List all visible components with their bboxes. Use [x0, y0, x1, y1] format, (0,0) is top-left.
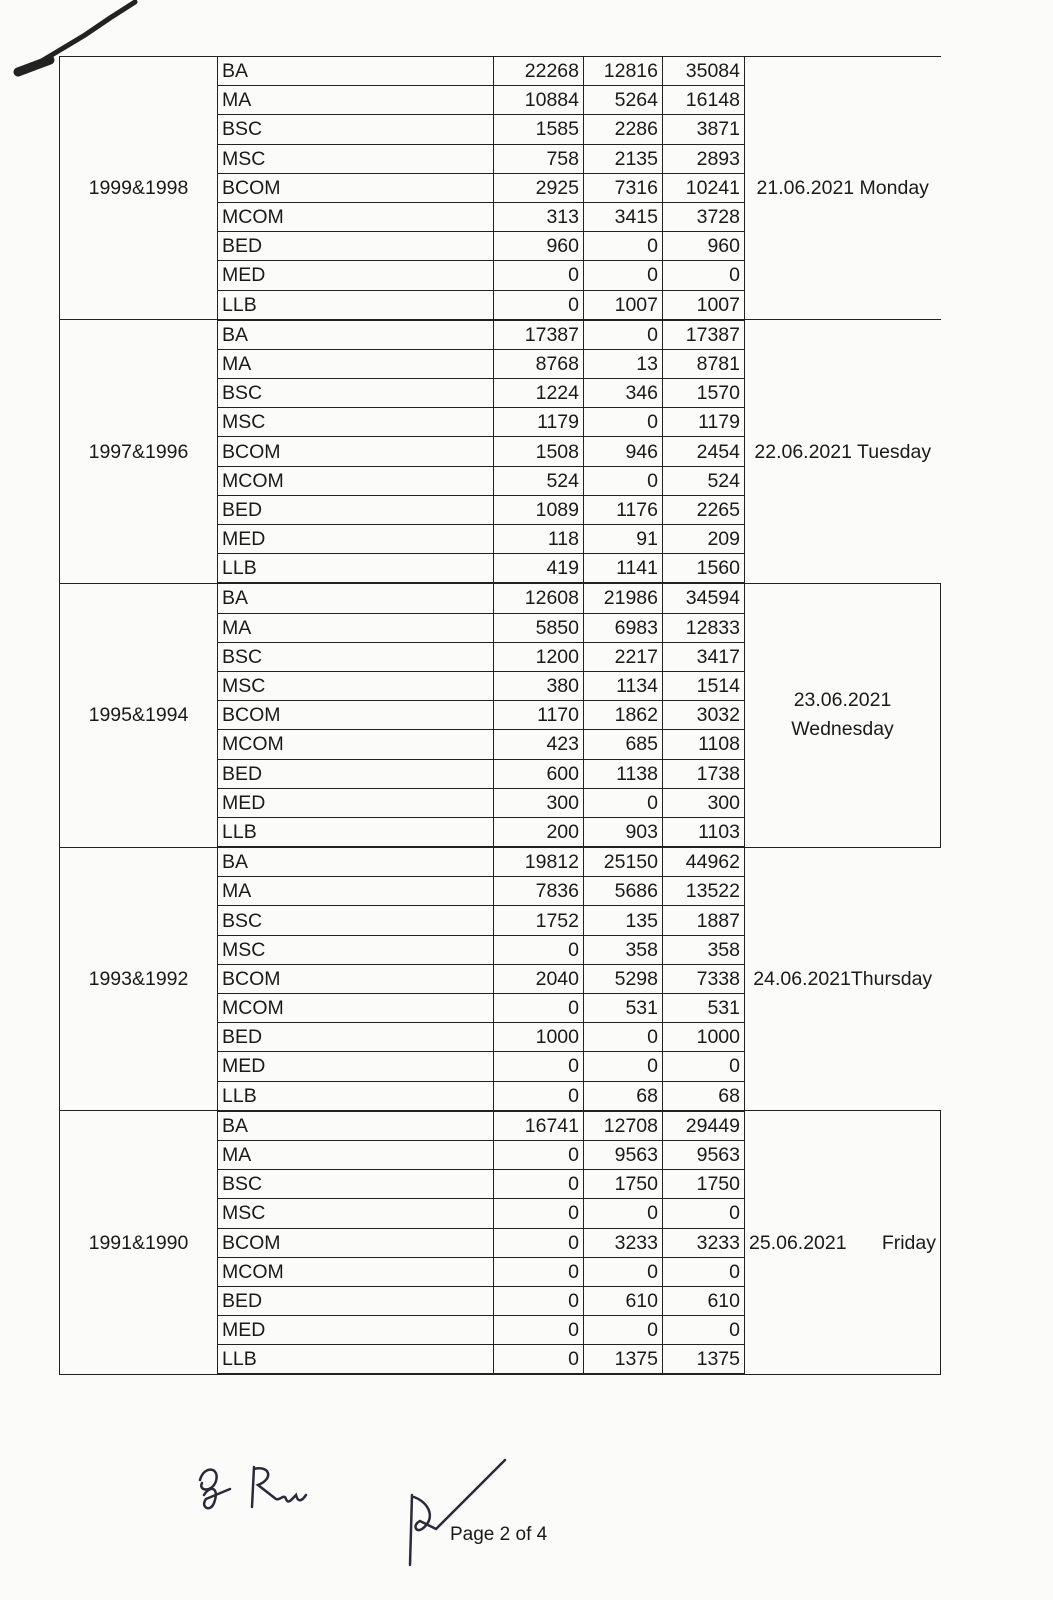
total-cell: 2454: [663, 437, 745, 466]
count-b-cell: 5686: [584, 877, 663, 906]
course-cell: MSC: [218, 144, 494, 173]
count-a-cell: 0: [494, 1286, 584, 1315]
course-cell: BA: [218, 583, 494, 613]
course-cell: MCOM: [218, 730, 494, 759]
count-a-cell: 0: [494, 1345, 584, 1375]
signatures: [190, 1455, 510, 1575]
count-b-cell: 0: [584, 232, 663, 261]
count-b-cell: 13: [584, 349, 663, 378]
total-cell: 1570: [663, 379, 745, 408]
count-b-cell: 1176: [584, 495, 663, 524]
count-b-cell: 12708: [584, 1111, 663, 1141]
count-b-cell: 135: [584, 906, 663, 935]
table-row: [60, 320, 941, 350]
total-cell: 9563: [663, 1140, 745, 1169]
year-range-cell: 1997&1996: [60, 320, 218, 584]
year-range-cell: 1993&1992: [60, 847, 218, 1111]
count-b-cell: 0: [584, 408, 663, 437]
count-a-cell: 0: [494, 1170, 584, 1199]
course-cell: MED: [218, 788, 494, 817]
count-a-cell: 1508: [494, 437, 584, 466]
count-b-cell: 610: [584, 1286, 663, 1315]
count-b-cell: 21986: [584, 583, 663, 613]
count-b-cell: 0: [584, 1257, 663, 1286]
total-cell: 209: [663, 525, 745, 554]
count-a-cell: 0: [494, 1081, 584, 1111]
page-number: Page 2 of 4: [450, 1524, 548, 1545]
total-cell: 0: [663, 1257, 745, 1286]
total-cell: 10241: [663, 173, 745, 202]
total-cell: 610: [663, 1286, 745, 1315]
total-cell: 1007: [663, 290, 745, 320]
course-cell: BED: [218, 759, 494, 788]
count-b-cell: 1134: [584, 671, 663, 700]
count-b-cell: 946: [584, 437, 663, 466]
total-cell: 3728: [663, 202, 745, 231]
course-cell: MA: [218, 877, 494, 906]
total-cell: 1108: [663, 730, 745, 759]
count-b-cell: 25150: [584, 847, 663, 877]
count-b-cell: 0: [584, 1316, 663, 1345]
count-a-cell: 600: [494, 759, 584, 788]
count-a-cell: 1170: [494, 701, 584, 730]
count-a-cell: 419: [494, 554, 584, 584]
count-b-cell: 91: [584, 525, 663, 554]
course-cell: MSC: [218, 671, 494, 700]
exam-date-cell: 24.06.2021Thursday: [745, 847, 941, 1111]
course-cell: BSC: [218, 906, 494, 935]
exam-schedule-table: [59, 56, 941, 1375]
course-cell: MA: [218, 86, 494, 115]
total-cell: 12833: [663, 613, 745, 642]
count-a-cell: 2040: [494, 964, 584, 993]
count-b-cell: 5264: [584, 86, 663, 115]
course-cell: BA: [218, 1111, 494, 1141]
total-cell: 1103: [663, 817, 745, 847]
total-cell: 1000: [663, 1023, 745, 1052]
total-cell: 44962: [663, 847, 745, 877]
count-a-cell: 0: [494, 935, 584, 964]
course-cell: BA: [218, 57, 494, 86]
count-a-cell: 0: [494, 1257, 584, 1286]
count-b-cell: 0: [584, 1052, 663, 1081]
course-cell: BCOM: [218, 173, 494, 202]
total-cell: 1179: [663, 408, 745, 437]
count-b-cell: 346: [584, 379, 663, 408]
course-cell: BSC: [218, 642, 494, 671]
count-b-cell: 0: [584, 1023, 663, 1052]
exam-date-cell: 21.06.2021 Monday: [745, 57, 941, 320]
count-b-cell: 0: [584, 788, 663, 817]
total-cell: 300: [663, 788, 745, 817]
count-a-cell: 0: [494, 1140, 584, 1169]
count-a-cell: 22268: [494, 57, 584, 86]
count-a-cell: 1089: [494, 495, 584, 524]
count-b-cell: 685: [584, 730, 663, 759]
total-cell: 35084: [663, 57, 745, 86]
course-cell: MCOM: [218, 466, 494, 495]
total-cell: 3417: [663, 642, 745, 671]
course-cell: BED: [218, 495, 494, 524]
course-cell: BED: [218, 1023, 494, 1052]
count-b-cell: 903: [584, 817, 663, 847]
count-b-cell: 68: [584, 1081, 663, 1111]
total-cell: 16148: [663, 86, 745, 115]
total-cell: 1560: [663, 554, 745, 584]
total-cell: 29449: [663, 1111, 745, 1141]
year-range-cell: 1991&1990: [60, 1111, 218, 1375]
course-cell: MED: [218, 1052, 494, 1081]
year-range-cell: 1995&1994: [60, 583, 218, 847]
total-cell: 1738: [663, 759, 745, 788]
total-cell: 1887: [663, 906, 745, 935]
course-cell: MSC: [218, 1199, 494, 1228]
count-a-cell: 423: [494, 730, 584, 759]
course-cell: MED: [218, 261, 494, 290]
count-a-cell: 118: [494, 525, 584, 554]
total-cell: 358: [663, 935, 745, 964]
count-b-cell: 2135: [584, 144, 663, 173]
table-row: [60, 583, 941, 613]
count-a-cell: 0: [494, 1199, 584, 1228]
count-b-cell: 1862: [584, 701, 663, 730]
count-a-cell: 0: [494, 1052, 584, 1081]
count-a-cell: 524: [494, 466, 584, 495]
course-cell: MSC: [218, 408, 494, 437]
total-cell: 2893: [663, 144, 745, 173]
total-cell: 960: [663, 232, 745, 261]
count-b-cell: 0: [584, 320, 663, 350]
course-cell: LLB: [218, 1081, 494, 1111]
schedule-body: [60, 57, 941, 1375]
count-a-cell: 1585: [494, 115, 584, 144]
count-b-cell: 1141: [584, 554, 663, 584]
exam-day: Friday: [881, 1231, 936, 1254]
course-cell: BSC: [218, 1170, 494, 1199]
count-a-cell: 300: [494, 788, 584, 817]
total-cell: 1375: [663, 1345, 745, 1375]
count-b-cell: 0: [584, 1199, 663, 1228]
course-cell: MCOM: [218, 202, 494, 231]
total-cell: 17387: [663, 320, 745, 350]
course-cell: BED: [218, 1286, 494, 1315]
count-b-cell: 1138: [584, 759, 663, 788]
total-cell: 2265: [663, 495, 745, 524]
total-cell: 0: [663, 1052, 745, 1081]
total-cell: 1750: [663, 1170, 745, 1199]
count-b-cell: 2217: [584, 642, 663, 671]
course-cell: BA: [218, 847, 494, 877]
exam-date-cell: [745, 1111, 941, 1375]
total-cell: 34594: [663, 583, 745, 613]
count-a-cell: 1200: [494, 642, 584, 671]
count-a-cell: 0: [494, 1316, 584, 1345]
count-b-cell: 3233: [584, 1228, 663, 1257]
course-cell: MCOM: [218, 1257, 494, 1286]
course-cell: MSC: [218, 935, 494, 964]
total-cell: 0: [663, 1199, 745, 1228]
total-cell: 68: [663, 1081, 745, 1111]
count-b-cell: 531: [584, 994, 663, 1023]
course-cell: MA: [218, 613, 494, 642]
count-a-cell: 1179: [494, 408, 584, 437]
course-cell: MA: [218, 349, 494, 378]
count-a-cell: 758: [494, 144, 584, 173]
total-cell: 3871: [663, 115, 745, 144]
course-cell: MED: [218, 1316, 494, 1345]
count-b-cell: 7316: [584, 173, 663, 202]
count-b-cell: 1375: [584, 1345, 663, 1375]
count-b-cell: 5298: [584, 964, 663, 993]
count-a-cell: 19812: [494, 847, 584, 877]
count-b-cell: 6983: [584, 613, 663, 642]
count-b-cell: 0: [584, 466, 663, 495]
count-a-cell: 0: [494, 994, 584, 1023]
count-a-cell: 313: [494, 202, 584, 231]
course-cell: LLB: [218, 1345, 494, 1375]
count-a-cell: 2925: [494, 173, 584, 202]
count-b-cell: 358: [584, 935, 663, 964]
count-b-cell: 2286: [584, 115, 663, 144]
table-row: [60, 57, 941, 86]
total-cell: 0: [663, 1316, 745, 1345]
count-a-cell: 1000: [494, 1023, 584, 1052]
total-cell: 1514: [663, 671, 745, 700]
count-a-cell: 0: [494, 1228, 584, 1257]
course-cell: LLB: [218, 290, 494, 320]
course-cell: BCOM: [218, 1228, 494, 1257]
count-a-cell: 200: [494, 817, 584, 847]
course-cell: BCOM: [218, 964, 494, 993]
total-cell: 3032: [663, 701, 745, 730]
course-cell: MA: [218, 1140, 494, 1169]
count-a-cell: 12608: [494, 583, 584, 613]
total-cell: 13522: [663, 877, 745, 906]
course-cell: BCOM: [218, 701, 494, 730]
count-b-cell: 1750: [584, 1170, 663, 1199]
count-a-cell: 1224: [494, 379, 584, 408]
count-a-cell: 380: [494, 671, 584, 700]
count-b-cell: 1007: [584, 290, 663, 320]
table-row: [60, 1111, 941, 1141]
total-cell: 524: [663, 466, 745, 495]
total-cell: 7338: [663, 964, 745, 993]
course-cell: LLB: [218, 817, 494, 847]
count-a-cell: 16741: [494, 1111, 584, 1141]
total-cell: 3233: [663, 1228, 745, 1257]
course-cell: BCOM: [218, 437, 494, 466]
count-b-cell: 0: [584, 261, 663, 290]
table-row: [60, 847, 941, 877]
count-b-cell: 9563: [584, 1140, 663, 1169]
course-cell: BSC: [218, 115, 494, 144]
count-a-cell: 8768: [494, 349, 584, 378]
course-cell: BED: [218, 232, 494, 261]
exam-date: 25.06.2021: [749, 1231, 847, 1254]
course-cell: BSC: [218, 379, 494, 408]
count-a-cell: 0: [494, 290, 584, 320]
count-a-cell: 5850: [494, 613, 584, 642]
total-cell: 0: [663, 261, 745, 290]
course-cell: BA: [218, 320, 494, 350]
count-a-cell: 17387: [494, 320, 584, 350]
course-cell: MCOM: [218, 994, 494, 1023]
count-a-cell: 7836: [494, 877, 584, 906]
total-cell: 8781: [663, 349, 745, 378]
count-b-cell: 3415: [584, 202, 663, 231]
count-a-cell: 0: [494, 261, 584, 290]
year-range-cell: 1999&1998: [60, 57, 218, 320]
count-a-cell: 1752: [494, 906, 584, 935]
count-a-cell: 960: [494, 232, 584, 261]
exam-date-cell: 22.06.2021 Tuesday: [745, 320, 941, 584]
count-b-cell: 12816: [584, 57, 663, 86]
count-a-cell: 10884: [494, 86, 584, 115]
course-cell: MED: [218, 525, 494, 554]
exam-date-cell: 23.06.2021 Wednesday: [745, 583, 941, 847]
total-cell: 531: [663, 994, 745, 1023]
course-cell: LLB: [218, 554, 494, 584]
